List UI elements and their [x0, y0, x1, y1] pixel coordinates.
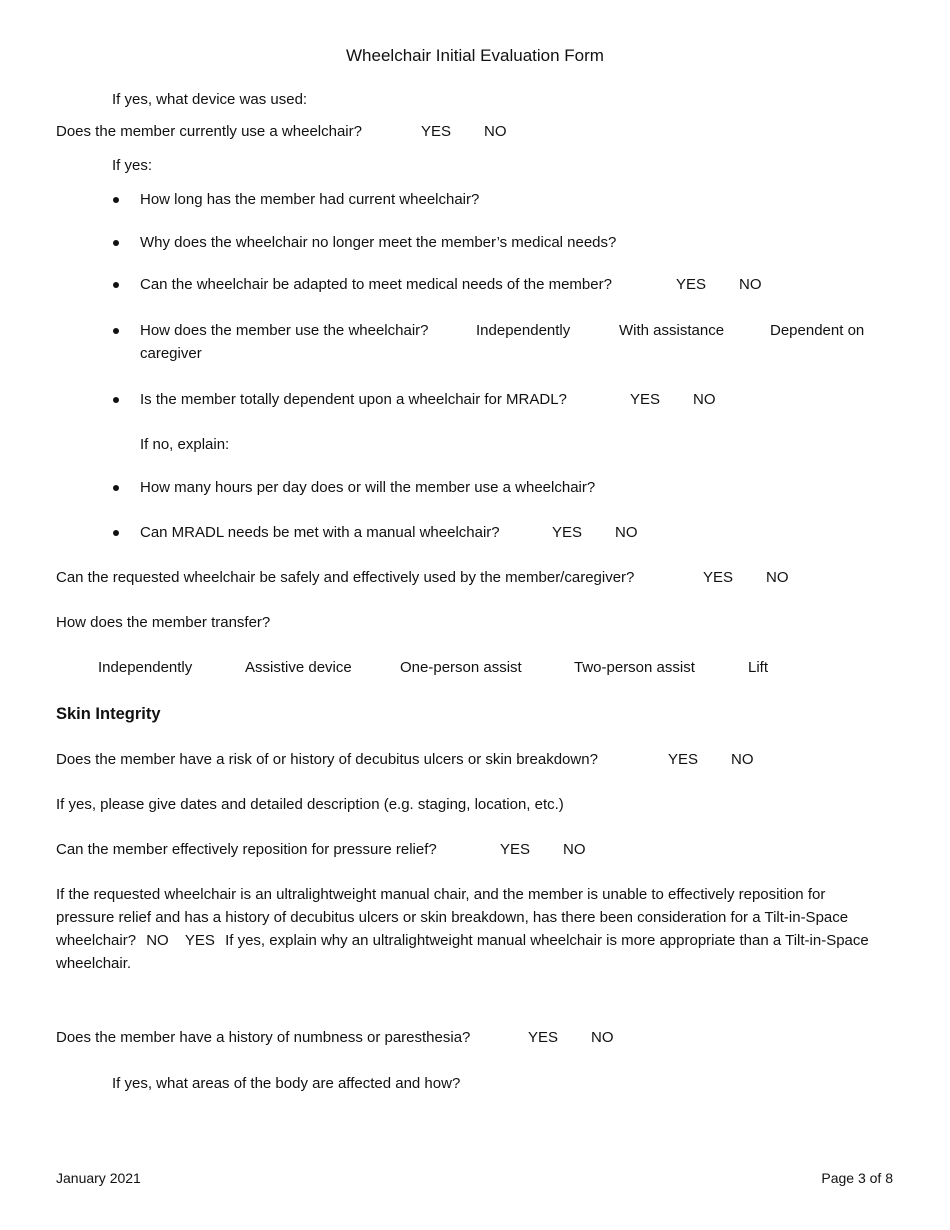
- decubitus-no-option[interactable]: NO: [731, 751, 754, 768]
- adapted-question: Can the wheelchair be adapted to meet medical needs of the member?: [140, 276, 612, 293]
- tilt-in-space-paragraph: [56, 883, 886, 975]
- hours-question: How many hours per day does or will the member use a wheelchair?: [140, 479, 596, 496]
- tilt-in-space-question: If the requested wheelchair is an ultralightweight manual chair, and the member is unable to effectively reposition for pressure relief and has a history of decubitus ulcers or skin breakdown, has there been consideration for a Tilt-in-Space wheelchair?: [56, 886, 849, 949]
- bullet-icon: [113, 397, 119, 403]
- footer-page-number: Page 3 of 8: [821, 1170, 893, 1186]
- transfer-independently-option[interactable]: Independently: [98, 659, 193, 676]
- current-use-yes-option[interactable]: YES: [421, 123, 452, 140]
- use-dependent-caregiver[interactable]: caregiver: [140, 345, 202, 362]
- skin-integrity-heading: Skin Integrity: [56, 705, 161, 723]
- reposition-yes-option[interactable]: YES: [500, 841, 531, 858]
- bullet-icon: [113, 328, 119, 334]
- use-with-assistance-option[interactable]: With assistance: [619, 322, 725, 339]
- tilt-yes-option[interactable]: YES: [184, 932, 215, 949]
- transfer-assistive-device-option[interactable]: Assistive device: [245, 659, 352, 676]
- transfer-two-person-option[interactable]: Two-person assist: [574, 659, 695, 676]
- footer-date: January 2021: [56, 1170, 141, 1186]
- why-no-longer-question: Why does the wheelchair no longer meet the member’s medical needs?: [140, 234, 617, 251]
- tilt-explain-label: If yes, explain why an ultralightweight manual wheelchair is more appropriate than a Tilt-in-Space wheelchair.: [56, 932, 869, 972]
- current-use-no-option[interactable]: NO: [484, 123, 507, 140]
- bullet-icon: [113, 197, 119, 203]
- reposition-question: Can the member effectively reposition for pressure relief?: [56, 841, 437, 858]
- bullet-icon: [113, 485, 119, 491]
- bullet-icon: [113, 530, 119, 536]
- adapted-yes-option[interactable]: YES: [676, 276, 707, 293]
- how-use-question: How does the member use the wheelchair?: [140, 322, 429, 339]
- transfer-question: How does the member transfer?: [56, 614, 271, 631]
- transfer-lift-option[interactable]: Lift: [748, 659, 769, 676]
- decubitus-question: Does the member have a risk of or history of decubitus ulcers or skin breakdown?: [56, 751, 598, 768]
- numbness-no-option[interactable]: NO: [591, 1029, 614, 1046]
- if-yes-label: If yes:: [112, 157, 153, 174]
- page-title: Wheelchair Initial Evaluation Form: [346, 46, 604, 65]
- tilt-no-option[interactable]: NO: [146, 932, 169, 949]
- use-dependent-option[interactable]: Dependent on: [770, 322, 865, 339]
- current-use-question: Does the member currently use a wheelchair?: [56, 123, 362, 140]
- adapted-no-option[interactable]: NO: [739, 276, 762, 293]
- numbness-yes-option[interactable]: YES: [528, 1029, 559, 1046]
- safely-question: Can the requested wheelchair be safely and effectively used by the member/caregiver?: [56, 569, 635, 586]
- dates-description-label: If yes, please give dates and detailed description (e.g. staging, location, etc.): [56, 796, 564, 813]
- numbness-question: Does the member have a history of numbness or paresthesia?: [56, 1029, 471, 1046]
- dependent-question: Is the member totally dependent upon a wheelchair for MRADL?: [140, 391, 567, 408]
- bullet-icon: [113, 282, 119, 288]
- manual-question: Can MRADL needs be met with a manual wheelchair?: [140, 524, 500, 541]
- dependent-no-option[interactable]: NO: [693, 391, 716, 408]
- device-used-label: If yes, what device was used:: [112, 91, 308, 108]
- safely-yes-option[interactable]: YES: [703, 569, 734, 586]
- affected-areas-label: If yes, what areas of the body are affected and how?: [112, 1075, 461, 1092]
- dependent-yes-option[interactable]: YES: [630, 391, 661, 408]
- if-no-explain-label: If no, explain:: [140, 436, 230, 453]
- manual-no-option[interactable]: NO: [615, 524, 638, 541]
- safely-no-option[interactable]: NO: [766, 569, 789, 586]
- how-long-question: How long has the member had current wheelchair?: [140, 191, 480, 208]
- use-independently-option[interactable]: Independently: [476, 322, 571, 339]
- bullet-icon: [113, 240, 119, 246]
- reposition-no-option[interactable]: NO: [563, 841, 586, 858]
- transfer-one-person-option[interactable]: One-person assist: [400, 659, 522, 676]
- manual-yes-option[interactable]: YES: [552, 524, 583, 541]
- decubitus-yes-option[interactable]: YES: [668, 751, 699, 768]
